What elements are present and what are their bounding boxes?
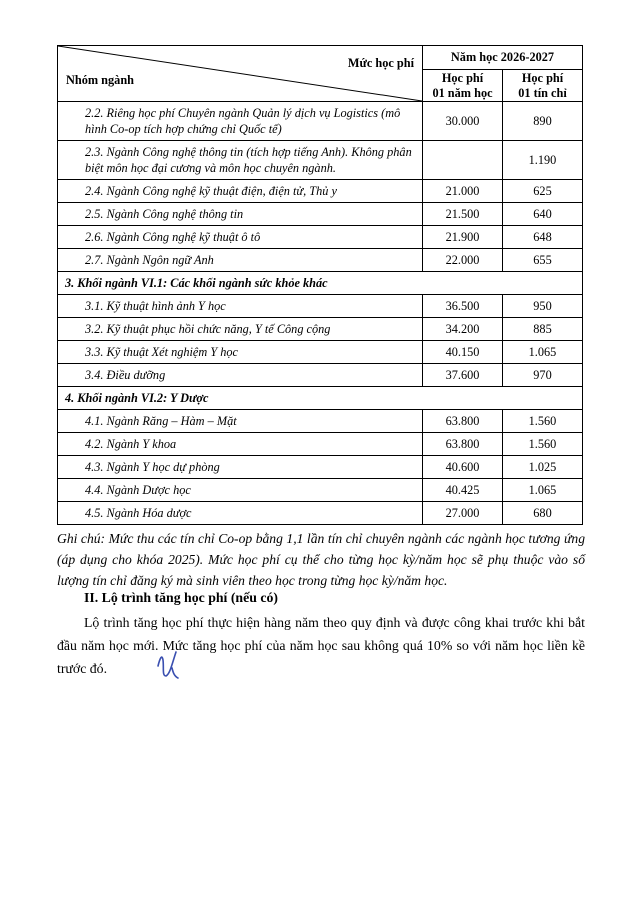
handwritten-initial-signature [154, 646, 184, 680]
year-fee-value: 40.425 [423, 479, 503, 502]
program-name: 2.3. Ngành Công nghệ thông tin (tích hợp tiếng Anh). Không phân biệt môn học đại cương và môn học chuyên ngành. [58, 141, 423, 180]
credit-fee-value: 1.560 [503, 433, 583, 456]
credit-fee-value: 1.560 [503, 410, 583, 433]
program-name: 2.2. Riêng học phí Chuyên ngành Quản lý dịch vụ Logistics (mô hình Co-op tích hợp chứng chỉ Quốc tế) [58, 102, 423, 141]
table-header-row-1 [58, 46, 583, 70]
table-row [58, 226, 583, 249]
header-credit-fee: Học phí 01 tín chỉ [503, 70, 583, 102]
credit-fee-value: 1.025 [503, 456, 583, 479]
table-row [58, 141, 583, 180]
table-row [58, 341, 583, 364]
table-row [58, 318, 583, 341]
header-academic-year: Năm học 2026-2027 [423, 46, 583, 70]
header-group: Nhóm ngành [66, 73, 134, 87]
program-name: 4.2. Ngành Y khoa [58, 433, 423, 456]
table-row [58, 479, 583, 502]
year-fee-value: 30.000 [423, 102, 503, 141]
program-name: 4.5. Ngành Hóa dược [58, 502, 423, 525]
year-fee-value: 21.500 [423, 203, 503, 226]
table-row [58, 433, 583, 456]
program-name: 4.3. Ngành Y học dự phòng [58, 456, 423, 479]
credit-fee-value: 970 [503, 364, 583, 387]
credit-fee-value: 950 [503, 295, 583, 318]
year-fee-value: 21.900 [423, 226, 503, 249]
credit-fee-value: 1.065 [503, 479, 583, 502]
program-name: 2.6. Ngành Công nghệ kỹ thuật ô tô [58, 226, 423, 249]
table-row [58, 364, 583, 387]
program-name: 4.1. Ngành Răng – Hàm – Mặt [58, 410, 423, 433]
program-name: 3.1. Kỹ thuật hình ảnh Y học [58, 295, 423, 318]
year-fee-value: 37.600 [423, 364, 503, 387]
tuition-fee-table [57, 45, 583, 525]
credit-fee-value: 890 [503, 102, 583, 141]
section-heading: II. Lộ trình tăng học phí (nếu có) [84, 590, 278, 605]
table-row [58, 203, 583, 226]
table-group-row [58, 272, 583, 295]
year-fee-value: 36.500 [423, 295, 503, 318]
header-year-fee: Học phí 01 năm học [423, 70, 503, 102]
section-paragraph: Lộ trình tăng học phí thực hiện hàng năm theo quy định và được công khai trước khi bắt đầu năm học mới. Mức tăng học phí của năm học sau không quá 10% so với năm học liền kề trước đó. [57, 615, 585, 676]
year-fee-value: 63.800 [423, 410, 503, 433]
credit-fee-value: 625 [503, 180, 583, 203]
table-row [58, 456, 583, 479]
program-name: 2.4. Ngành Công nghệ kỹ thuật điện, điện tử, Thủ y [58, 180, 423, 203]
table-row [58, 502, 583, 525]
credit-fee-value: 1.065 [503, 341, 583, 364]
credit-fee-value: 1.190 [503, 141, 583, 180]
group-name: 3. Khối ngành VI.1: Các khối ngành sức khỏe khác [58, 272, 583, 295]
header-fee-level: Mức học phí [347, 56, 414, 70]
table-row [58, 295, 583, 318]
credit-fee-value: 640 [503, 203, 583, 226]
table-row [58, 180, 583, 203]
header-diagonal-cell [58, 46, 423, 102]
program-name: 3.4. Điều dưỡng [58, 364, 423, 387]
program-name: 3.3. Kỹ thuật Xét nghiệm Y học [58, 341, 423, 364]
year-fee-value: 34.200 [423, 318, 503, 341]
year-fee-value: 21.000 [423, 180, 503, 203]
credit-fee-value: 648 [503, 226, 583, 249]
credit-fee-value: 655 [503, 249, 583, 272]
table-row [58, 410, 583, 433]
year-fee-value: 27.000 [423, 502, 503, 525]
table-group-row [58, 387, 583, 410]
table-row [58, 102, 583, 141]
table-note: Ghi chú: Mức thu các tín chỉ Co-op bằng 1,1 lần tín chỉ chuyên ngành các ngành học tương ứng (áp dụng cho khóa 2025). Mức học phí cụ thể cho từng học kỳ/năm học sẽ phụ thuộc vào số lượng tín chỉ đăng ký mà sinh viên theo học trong từng học kỳ/năm học. [57, 531, 585, 588]
credit-fee-value: 885 [503, 318, 583, 341]
table-row [58, 249, 583, 272]
year-fee-value: 22.000 [423, 249, 503, 272]
program-name: 2.5. Ngành Công nghệ thông tin [58, 203, 423, 226]
year-fee-value: 63.800 [423, 433, 503, 456]
credit-fee-value: 680 [503, 502, 583, 525]
program-name: 3.2. Kỹ thuật phục hồi chức năng, Y tế Công cộng [58, 318, 423, 341]
program-name: 4.4. Ngành Dược học [58, 479, 423, 502]
program-name: 2.7. Ngành Ngôn ngữ Anh [58, 249, 423, 272]
year-fee-value [423, 141, 503, 180]
year-fee-value: 40.150 [423, 341, 503, 364]
group-name: 4. Khối ngành VI.2: Y Dược [58, 387, 583, 410]
year-fee-value: 40.600 [423, 456, 503, 479]
